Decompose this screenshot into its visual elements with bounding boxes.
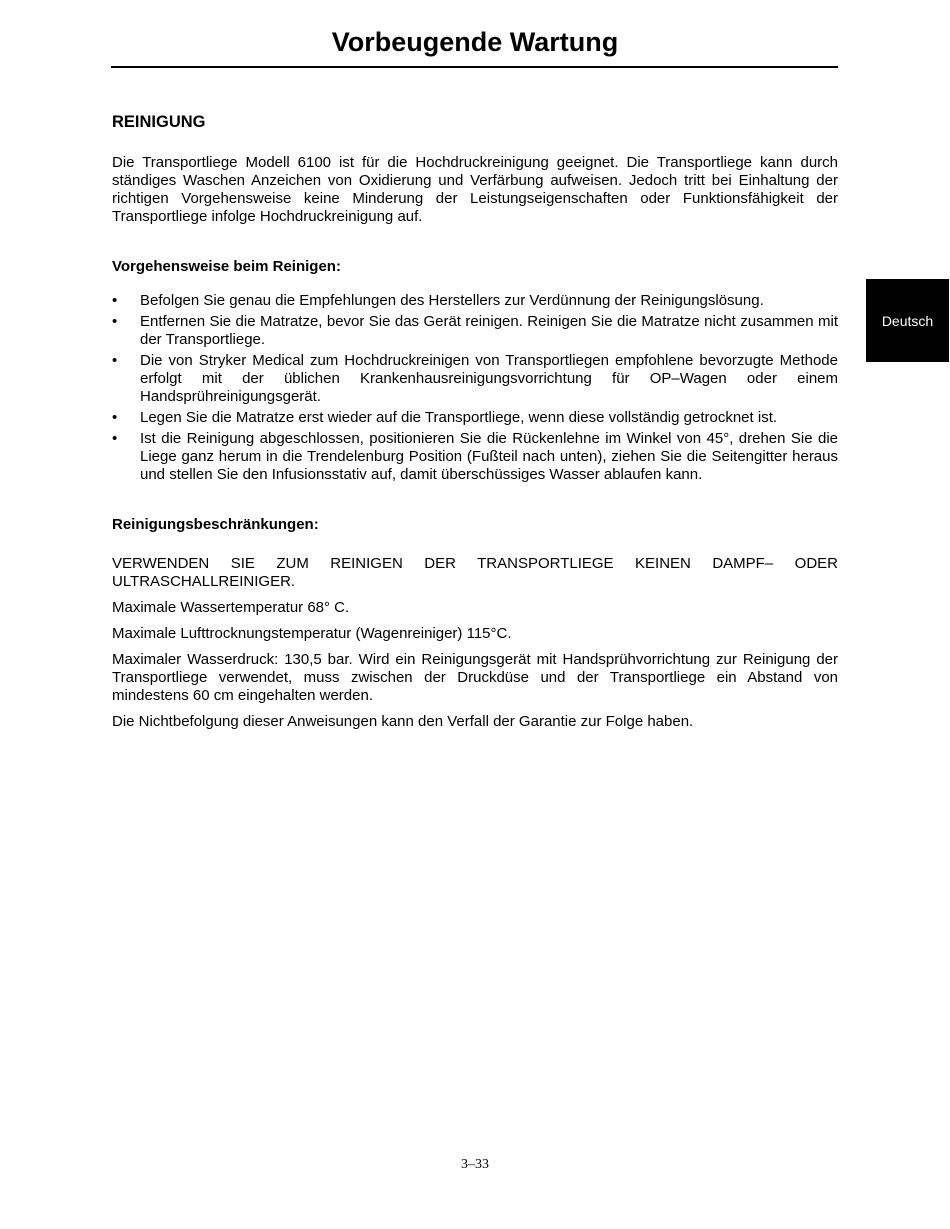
section-heading: REINIGUNG: [112, 113, 206, 131]
main-content: [112, 112, 838, 739]
bullet-icon: •: [112, 313, 118, 330]
list-item: [112, 292, 838, 310]
limit-warning: VERWENDEN SIE ZUM REINIGEN DER TRANSPORTLIEGE KEINEN DAMPF– ODER ULTRASCHALLREINIGER.: [112, 555, 838, 590]
list-item-text: Legen Sie die Matratze erst wieder auf die Transportliege, wenn diese vollständig getrocknet ist.: [140, 409, 778, 426]
intro-paragraph: Die Transportliege Modell 6100 ist für die Hochdruckreinigung geeignet. Die Transportliege kann durch ständiges Waschen Anzeichen von Oxidierung und Verfärbung aufweisen. Jedoch tritt bei Einhaltung der richtigen Vorgehensweise keine Minderung der Leistungseigenschaften oder Funktionsfähigkeit der Transportliege infolge Hochdruckreinigung auf.: [112, 154, 838, 225]
procedure-heading: Vorgehensweise beim Reinigen:: [112, 258, 341, 275]
language-tab: [866, 279, 949, 362]
bullet-icon: •: [112, 430, 118, 447]
bullet-icon: •: [112, 409, 118, 426]
warranty-note: Die Nichtbefolgung dieser Anweisungen kann den Verfall der Garantie zur Folge haben.: [112, 713, 694, 730]
limits-heading: Reinigungsbeschränkungen:: [112, 516, 319, 533]
list-item-text: Entfernen Sie die Matratze, bevor Sie das Gerät reinigen. Reinigen Sie die Matratze nicht zusammen mit der Transportliege.: [140, 313, 838, 348]
limit-water-pressure: Maximaler Wasserdruck: 130,5 bar. Wird ein Reinigungsgerät mit Handsprühvorrichtung zur Reinigung der Transportliege verwendet, muss zwischen der Druckdüse und der Transportliege ein Abstand von mindestens 60 cm eingehalten werden.: [112, 651, 838, 704]
title-divider: [111, 66, 838, 68]
list-item: [112, 313, 838, 349]
bullet-icon: •: [112, 292, 118, 309]
list-item: [112, 430, 838, 484]
page-number: 3–33: [461, 1157, 489, 1172]
list-item-text: Ist die Reinigung abgeschlossen, positionieren Sie die Rückenlehne im Winkel von 45°, drehen Sie die Liege ganz herum in die Trendelenburg Position (Fußteil nach unten), ziehen Sie die Seitengitter heraus und stellen Sie den Infusionsstativ auf, damit überschüssiges Wasser ablaufen kann.: [140, 430, 838, 483]
bullet-icon: •: [112, 352, 118, 369]
page-title: Vorbeugende Wartung: [331, 27, 619, 57]
list-item: [112, 409, 838, 427]
list-item-text: Die von Stryker Medical zum Hochdruckreinigen von Transportliegen empfohlene bevorzugte Methode erfolgt mit der üblichen Krankenhausreinigungsvorrichtung für OP–Wagen oder einem Handsprühreinigungsgerät.: [140, 352, 838, 405]
language-tab-label: Deutsch: [881, 312, 934, 329]
procedure-list: [112, 292, 838, 484]
limits-block: [112, 555, 838, 731]
limit-water-temperature: Maximale Wassertemperatur 68° C.: [112, 599, 350, 616]
list-item: [112, 352, 838, 406]
limit-air-dry-temperature: Maximale Lufttrocknungstemperatur (Wagenreiniger) 115°C.: [112, 625, 512, 642]
list-item-text: Befolgen Sie genau die Empfehlungen des Herstellers zur Verdünnung der Reinigungslösung.: [140, 292, 764, 309]
